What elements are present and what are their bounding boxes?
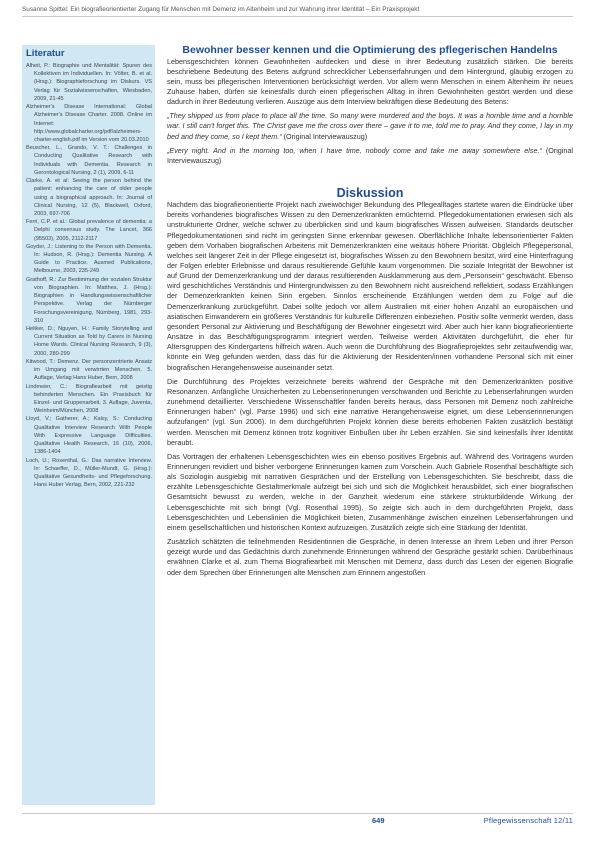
- reference-item: Kitwood, T.: Demenz. Der personzentrierte Ansatz im Umgang mit verwirrten Menschen. 5. Auflage, Verlag Hans Huber, Bern, 2008: [26, 358, 152, 382]
- reference-item: Goyder, J.: Listening to the Person with Dementia. In: Hudson, R. (Hrsg.): Dementia Nursing. A Guide to Practice. Ausmed Publications, Melbourne, 2003, 235-249: [26, 243, 152, 275]
- reference-list: [22, 62, 155, 489]
- reference-item: Alzheimer's Disease International: Global Alzheimer's Disease Charter. 2008. Online im Internet: http://www.globalcharter.org/pdf/alzheimers-charter-english.pdf im Version vom 20.03.2010: [26, 104, 152, 143]
- sidebar-title: Literatur: [26, 48, 65, 59]
- reference-item: Heliker, D.; Nguyen, H.: Family Storytelling and Current Situation as Told by Carers in Nursing Home Wards. Clinical Nursing Research, 9 (3), 2000, 280-299: [26, 326, 152, 357]
- page-footer: [22, 813, 573, 828]
- section-heading-discussion: Diskussion: [336, 186, 404, 201]
- reference-item: Clarke, A. et al: Seeing the person behind the patient: enhancing the care of older people using a biographical approach. In: Journal of Clinical Nursing, 12 (5), Blackwell, Oxford, 2003, 697-706: [26, 178, 152, 217]
- reference-item: Grathoff, R.: Zur Bestimmung der sozialen Struktur von Biographien. In: Matthes, J. (Hrsg.): Biographien in Handlungswissenschaftlicher Perspektive. Verlag der Nürnberger Forschungsvereinigung, Nürnberg, 1981, 293-310: [26, 276, 152, 324]
- running-title: Susanne Spittel: Ein biografieorientierter Zugang für Menschen mit Demenz im Altenheim und zur Wahrung ihrer Identität – Ein Praxisprojekt: [22, 6, 420, 13]
- body-paragraph: Die Durchführung des Projektes verzeichnete bereits während der Gespräche mit den Demenzerkrankten positive Resonanzen. Anfängliche Unsicherheiten zu Lebenserinnerungen verschwanden und Berichte zu Lebenserfahrungen wurden zunehmend detaillierter. Verschiedene Wissenschaftler fanden bereits heraus, dass Personen mit Demenz noch zahlreiche Erinnerungen haben“ (vgl. Parse 1996) und sich eine narrative Herangehensweise eignet, um diese Lebenserinnerungen aufzufangen“ (vgl. Sun 2006). In dem durchgeführten Projekt können diese bereits erhobenen Fakten zusätzlich bestätigt werden. Menschen mit Demenz können trotz kognitiver Einbußen über ihr Leben erzählen. Sie sind keinesfalls ihrer Identität beraubt.: [167, 376, 573, 447]
- quote-source: (Original Interviewauszug): [281, 131, 368, 141]
- reference-item: Beuscher, L., Grando, V. T.: Challenges in Conducting Qualitative Research with Individuals with Dementia. Research in Gerontological Nursing, 2 (1), 2009, 6-11: [26, 145, 152, 176]
- quote-text: „They shipped us from place to place all the time. So many were murdered and the boys. It was a horrible time and a horrible war. I still can't forget this. The Christ gave me the cross over there – gave it to me, told me to pray. And they come, I lay in my bed and they come, so I kept them.“: [167, 111, 573, 141]
- body-paragraph: Das Vortragen der erhaltenen Lebensgeschichten wies ein ebenso positives Ergebnis auf. Während des Vortragens wurden Erinnerungen revidiert und bisher verborgene Erinnerungen kamen zum Vorschein. Auch Gabriele Rosenthal beschäftigte sich als Soziologin ausgiebig mit narrativen Gesprächen und der Erstellung von Lebensgeschichten. Sie beschreibt, dass die erzählte Lebensgeschichte Gestaltmerkmale aufzeigt bei sich und sich die Möglichkeit herausbildet, sich einer biografischen Gesamtsicht bewusst zu werden, welche in der Ganzheit wiederum eine stärkere strukturbildende Wirkung der Lebensgeschichte mit sich bringt (Vgl. Rosenthal 1995). So zeigte sich auch in dem durchgeführten Projekt, dass Lebensgeschichten und Lebenslinien die Möglichkeit bieten, Zusammenhänge zwischen einzelnen Lebenserfahrungen und einem gesellschaftlichen und historischen Kontext aufzuzeigen. Zusätzlich zeigte sich eine Stärkung der Identität.: [167, 451, 573, 532]
- main-column: [167, 45, 573, 815]
- literature-sidebar: [22, 45, 155, 805]
- reference-item: Lloyd, V.; Gatherer, A.; Kalsy, S.: Conducting Qualitative Interview Research With People With Expressive Language Difficulties. Qualitative Health Research, 16 (10), 2006, 1386-1404: [26, 416, 152, 456]
- body-paragraph: Lebensgeschichten können Gewohnheiten aufdecken und diese in ihrer Bedeutung zusätzlich stärken. Die bereits beschriebene Bedeutung des Betens aufgrund schrecklicher Lebenserfahrungen und dem Hintergrund, gläubig erzogen zu sein, muss bei pflegerischen Interventionen berücksichtigt werden. Vor allem wenn Menschen in einem Altenheim ihr neues Zuhause haben, dürfen sie keinesfalls durch einen pflegerischen Alltag in ihren Gewohnheiten gestört werden und diese dadurch in ihrer Bedeutung verlieren. Auszüge aus dem Interview bekräftigen diese Bedeutung des Betens:: [167, 56, 573, 107]
- page-number: 649: [372, 816, 385, 825]
- reference-item: Alheit, P.: Biographie und Mentalität: Spuren des Kollektiven im Individuellen. In: Völter, B. et al. (Hrsg.): Biographieforschung im Diskurs. VS Verlag für Sozialwissenschaften, Wiesbaden, 2009, 21-45: [26, 63, 152, 102]
- interview-quote: [167, 111, 573, 141]
- journal-name: Pflegewissenschaft 12/11: [483, 816, 573, 825]
- running-header: [22, 4, 573, 17]
- body-paragraph: Zusätzlich schätzten die teilnehmenden Residentinnen die Gespräche, in denen Interesse an ihrem Leben und ihrer Person gezeigt wurde und das Gedächtnis durch zunehmende Erinnerungen während der Gespräche gestärkt schien. Darüberhinaus erwähnen Clarke et al. zum Thema Biografiearbeit mit Menschen mit Demenz, dass durch das Lesen der eigenen Biografie oder dem Sprechen über Erinnerungen alte Menschen zum Erinnern angestoßen: [167, 537, 573, 577]
- interview-quote: [167, 146, 573, 166]
- reference-item: Loch, U.; Rosenthal, G.: Das narrative Interview. In: Schaeffer, D., Müller-Mundt, G. (Hrsg.): Qualitative Gesundheits- und Pflegeforschung. Hans Huber Verlag, Bern, 2002, 221-232: [26, 457, 152, 489]
- reference-item: Ferri, C.P. et al.: Global prevalence of dementia: a Delphi consensus study. The Lancet, 366 (95503), 2005, 2112-2117: [26, 219, 152, 242]
- quote-source: (Original Interviewauszug): [167, 145, 573, 165]
- section-heading-residents: Bewohner besser kennen und die Optimierung des pflegerischen Handelns: [182, 45, 558, 56]
- body-paragraph: Nachdem das biografieorientierte Projekt nach zweiwöchiger Bekundung des Pflegealltages startete waren die Eindrücke über bereits vorhandenes biografisches Wissen zu den Demenzerkrankten ernüchternd. Pflegedokumentationen erwiesen sich als unstrukturierte Ordner, welche schwer zu überblicken sind und kaum biografisches Wissen aufweisen. Standards deutscher Pflegedokumentationen sind nicht im geringsten Sinne erkennbar gewesen. Oberflächliche Inhalte lebensorientierter Fakten geben dem Vorhaben biografischen Arbeitens mit Demenzerkrankten eine weitaus höhere Priorität. Obgleich Pflegepersonal, welches seit längerer Zeit in der Pflege eingesetzt ist, biografisches Wissen zu den Bewohnern besitzt, wird eine Hinterfragung der Folgen erlebter Erlebnisse und daraus resultierende Gefühle kaum vorgenommen. Die soziale Integrität der Bewohner ist auf Grund der Demenzerkrankung und der daraus resultierenden Ausklammerung aus dem „Personsein“ geschwächt. Ebenso wird geschichtliches Verständnis und Hintergrundwissen zu den Bewohnern nicht ausreichend reflektiert, sodass Erzählungen der Demenzerkrankten keinen Sinn ergeben. Sinnlos erscheinende Erzählungen werden dem zu Folge auf die Demenzerkrankung zurückgeführt. Dabei sollte jedoch vor allem Australien mit einer hohen Anzahl an europäischen und asiatischen Einwanderern ein größeres Verständnis für kulturelle Differenzen einbeziehen. Positiv sollte vermerkt werden, dass gesondert Personal zur Aktivierung und Beschäftigung der Bewohner eingesetzt wird. Aber auch hier kann biografieorientierte Ansätze in das Beschäftigungsprogramm integriert werden. Teilweise werden Aktivitäten durchgeführt, die eher für Altersgruppen des Kindergartens hilfreich wären. Auch wenn die Durchführung des Biografieprojektes sehr zeitaufwendig war, könnte ein Weg gefunden werden, dass das für die Aktivierung der Residenten/innen vorhandene Personal sich mit einer biografischen Herangehensweise auseinander setzt.: [167, 200, 573, 372]
- quote-text: „Every night. And in the morning too, when I have time, nobody come and take me away somewhere else.“: [167, 145, 542, 155]
- reference-item: Lindmeier, C.: Biografiearbeit mit geistig behinderten Menschen. Ein Praxisbuch für Einzel- und Gruppenarbeit. 3. Auflage, Juventa, Weinheim/München, 2008: [26, 383, 152, 415]
